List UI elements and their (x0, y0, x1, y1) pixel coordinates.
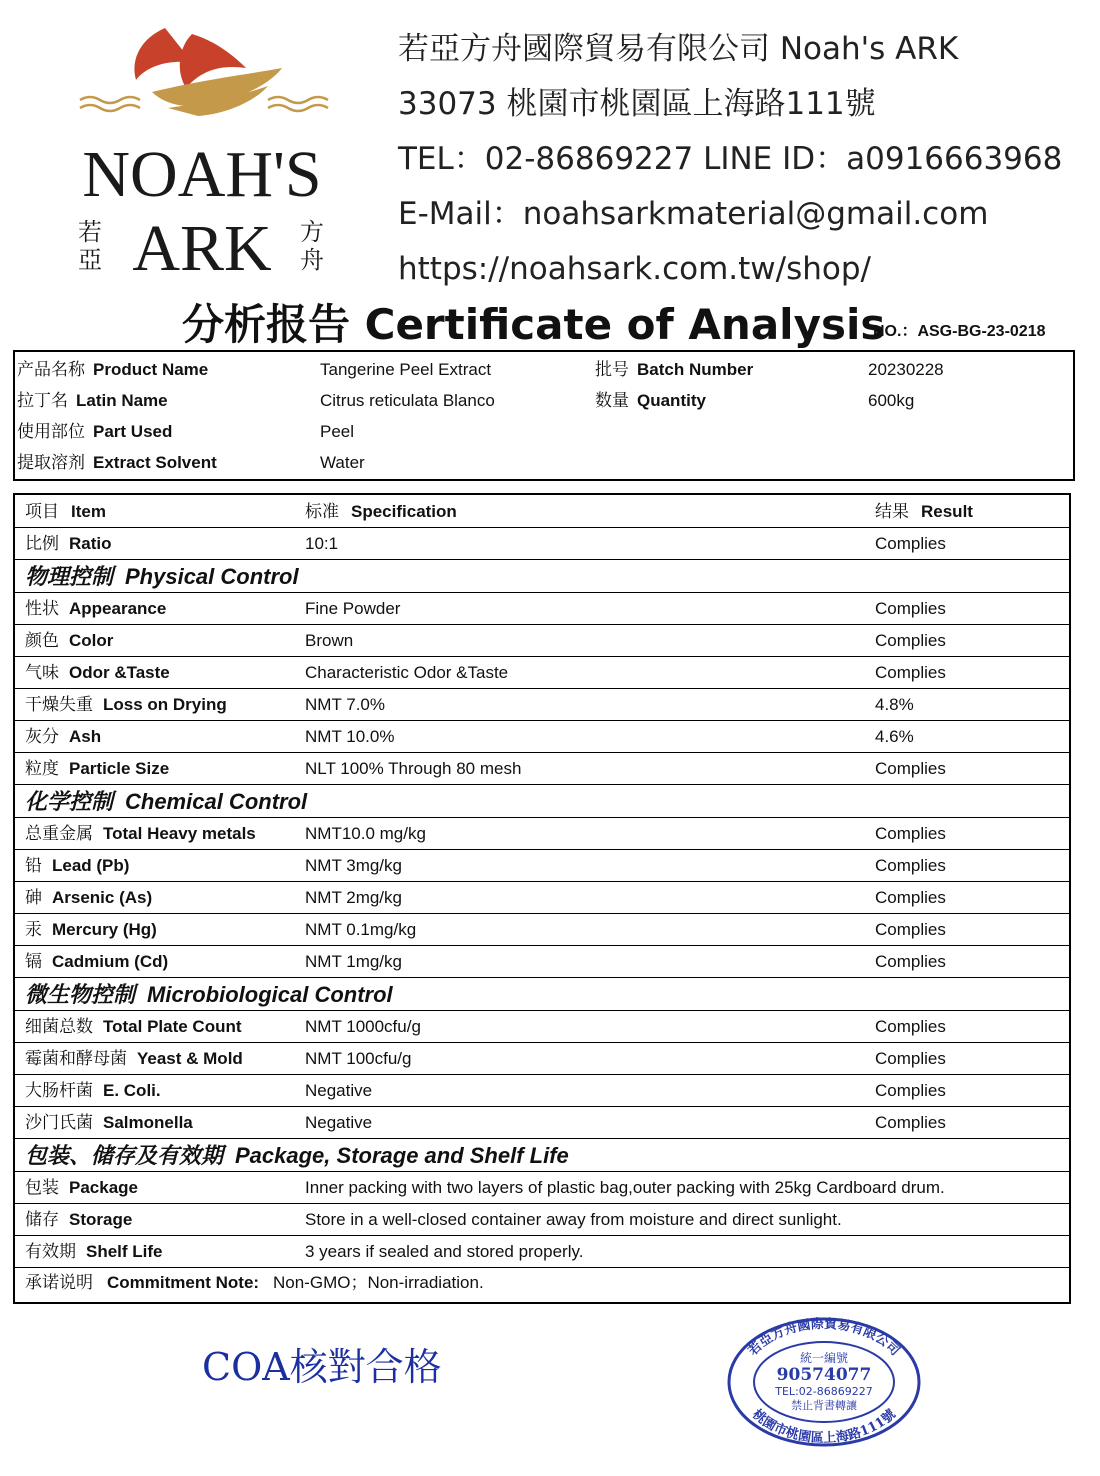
table-row (15, 689, 1069, 721)
commitment-label-en: Commitment Note: (107, 1273, 260, 1292)
info-label-en: Latin Name (76, 391, 168, 410)
item-spec: Brown (305, 631, 354, 650)
info-label-cn: 提取溶剂 (17, 453, 85, 472)
commitment-row (15, 1268, 1069, 1298)
item-spec: Inner packing with two layers of plastic bag,outer packing with 25kg Cardboard drum. (305, 1178, 945, 1197)
seal-line1: 統一編號 (799, 1351, 849, 1365)
ship-icon (80, 28, 328, 116)
item-name-cn: 镉 (25, 952, 42, 971)
item-name-cn: 灰分 (25, 727, 59, 746)
header-spec-en: Specification (351, 502, 457, 521)
company-url[interactable]: https://noahsark.com.tw/shop/ (398, 251, 871, 287)
company-email: E-Mail：noahsarkmaterial@gmail.com (398, 196, 989, 232)
section-title-en: Package, Storage and Shelf Life (235, 1143, 569, 1168)
item-name-en: Particle Size (69, 759, 170, 778)
logo-brand-line2: ARK (132, 212, 272, 284)
item-spec: NMT 10.0% (305, 727, 395, 746)
item-result: Complies (875, 759, 946, 778)
item-result: Complies (875, 1113, 946, 1132)
company-logo (50, 22, 355, 284)
section-title-cn: 包装、储存及有效期 (25, 1143, 224, 1168)
header-item-cn: 项目 (25, 502, 59, 521)
item-spec: NMT 1000cfu/g (305, 1017, 421, 1036)
item-name-cn: 性状 (25, 599, 59, 618)
section-title-en: Physical Control (125, 564, 299, 589)
table-row (15, 1107, 1069, 1139)
seal-line2: 90574077 (776, 1365, 872, 1385)
table-row (15, 753, 1069, 785)
table-row (15, 528, 1069, 560)
product-info-box (13, 350, 1075, 481)
item-result: Complies (875, 1081, 946, 1100)
item-result: Complies (875, 856, 946, 875)
item-name-en: Salmonella (103, 1113, 193, 1132)
header-result-en: Result (921, 502, 973, 521)
info-value: Citrus reticulata Blanco (320, 391, 495, 410)
table-row (15, 946, 1069, 978)
table-row (15, 914, 1069, 946)
section-title-cn: 物理控制 (25, 564, 114, 589)
info-row (15, 385, 1073, 416)
info-label2-en: Quantity (637, 391, 706, 410)
item-spec: NMT 0.1mg/kg (305, 920, 417, 939)
item-spec: NLT 100% Through 80 mesh (305, 759, 522, 778)
info-value: Water (320, 453, 365, 472)
item-name-cn: 颜色 (25, 631, 59, 650)
seal-line3: TEL:02-86869227 (775, 1385, 873, 1398)
table-row (15, 1011, 1069, 1043)
item-name-en: Mercury (Hg) (52, 920, 157, 939)
table-row (15, 1043, 1069, 1075)
section-title-en: Microbiological Control (147, 982, 393, 1007)
info-label2-cn: 批号 (595, 360, 629, 379)
info-label-en: Product Name (93, 360, 209, 379)
item-name-en: Yeast & Mold (137, 1049, 243, 1068)
item-result: Complies (875, 952, 946, 971)
logo-side-left-2: 亞 (78, 246, 102, 274)
item-spec: NMT 3mg/kg (305, 856, 402, 875)
item-name-en: Storage (69, 1210, 133, 1229)
table-row (15, 1236, 1069, 1268)
info-row (15, 447, 1073, 478)
company-info (398, 22, 1088, 297)
item-name-en: Ratio (69, 534, 112, 553)
analysis-table (13, 493, 1071, 1304)
item-result: Complies (875, 888, 946, 907)
item-name-en: Appearance (69, 599, 167, 618)
item-spec: 10:1 (305, 534, 339, 553)
item-name-cn: 霉菌和酵母菌 (25, 1049, 127, 1068)
certificate-number: NO.：ASG-BG-23-0218 (873, 323, 1046, 340)
section-header (15, 978, 1069, 1011)
item-name-en: Lead (Pb) (52, 856, 130, 875)
item-spec: NMT 100cfu/g (305, 1049, 412, 1068)
item-spec: NMT 1mg/kg (305, 952, 402, 971)
item-spec: NMT10.0 mg/kg (305, 824, 426, 843)
item-result: Complies (875, 663, 946, 682)
item-result: 4.6% (875, 727, 914, 746)
item-name-cn: 有效期 (25, 1242, 76, 1261)
seal-line4: 禁止背書轉讓 (791, 1399, 857, 1412)
item-result: Complies (875, 631, 946, 650)
header-result-cn: 结果 (875, 502, 909, 521)
info-label-en: Part Used (93, 422, 173, 441)
item-spec: NMT 2mg/kg (305, 888, 402, 907)
section-header (15, 785, 1069, 818)
item-result: Complies (875, 599, 946, 618)
table-row (15, 593, 1069, 625)
section-header (15, 1139, 1069, 1172)
table-row (15, 1204, 1069, 1236)
seal-ring-text: 若亞方舟國際貿易有限公司 (745, 1316, 903, 1359)
company-address: 33073 桃園市桃園區上海路111號 (398, 86, 876, 122)
item-spec: Fine Powder (305, 599, 401, 618)
section-header (15, 560, 1069, 593)
logo-side-right-1: 方 (300, 218, 324, 246)
item-name-en: Arsenic (As) (52, 888, 153, 907)
company-name: 若亞方舟國際貿易有限公司 Noah's ARK (398, 31, 959, 67)
item-name-en: E. Coli. (103, 1081, 161, 1100)
info-label-cn: 使用部位 (17, 422, 85, 441)
logo-side-left-1: 若 (78, 218, 102, 246)
info-label2-en: Batch Number (637, 360, 754, 379)
item-result: Complies (875, 920, 946, 939)
item-name-en: Total Plate Count (103, 1017, 242, 1036)
page-title: 分析报告 Certificate of Analysis (182, 300, 886, 349)
item-name-en: Cadmium (Cd) (52, 952, 169, 971)
item-name-cn: 包装 (25, 1178, 59, 1197)
svg-text:桃園市桃園區上海路111號 (749, 1406, 898, 1446)
table-row (15, 625, 1069, 657)
item-name-cn: 汞 (25, 920, 42, 939)
item-name-cn: 储存 (25, 1210, 59, 1229)
logo-brand-line1: NOAH'S (82, 138, 322, 211)
item-name-cn: 沙门氏菌 (25, 1113, 93, 1132)
table-row (15, 882, 1069, 914)
commitment-label-cn: 承诺说明 (25, 1273, 93, 1292)
item-name-cn: 总重金属 (25, 824, 93, 843)
item-name-en: Shelf Life (86, 1242, 163, 1261)
table-row (15, 850, 1069, 882)
item-spec: Negative (305, 1081, 373, 1100)
item-name-en: Color (69, 631, 114, 650)
company-seal (726, 1316, 922, 1448)
item-name-en: Odor &Taste (69, 663, 170, 682)
section-title-cn: 微生物控制 (25, 982, 136, 1007)
info-value: Tangerine Peel Extract (320, 360, 492, 379)
item-result: Complies (875, 1049, 946, 1068)
item-spec: Negative (305, 1113, 373, 1132)
item-name-cn: 干燥失重 (25, 695, 93, 714)
table-header (15, 495, 1069, 528)
info-value: Peel (320, 422, 355, 441)
table-row (15, 1172, 1069, 1204)
section-title-cn: 化学控制 (25, 789, 114, 814)
item-name-cn: 砷 (25, 888, 42, 907)
table-row (15, 657, 1069, 689)
item-name-cn: 细菌总数 (25, 1017, 93, 1036)
item-name-en: Total Heavy metals (103, 824, 256, 843)
item-result: 4.8% (875, 695, 914, 714)
info-value2: 20230228 (868, 360, 944, 379)
item-result: Complies (875, 1017, 946, 1036)
approval-note: COA核對合格 (202, 1345, 442, 1389)
info-label-en: Extract Solvent (93, 453, 217, 472)
item-name-en: Loss on Drying (103, 695, 227, 714)
item-spec: NMT 7.0% (305, 695, 385, 714)
item-name-cn: 气味 (25, 663, 59, 682)
item-spec: Store in a well-closed container away from moisture and direct sunlight. (305, 1210, 842, 1229)
company-tel: TEL：02-86869227 LINE ID：a0916663968 (398, 141, 1063, 177)
item-spec: Characteristic Odor &Taste (305, 663, 509, 682)
item-name-cn: 粒度 (25, 759, 59, 778)
logo-side-right-2: 舟 (300, 246, 324, 274)
header-spec-cn: 标准 (305, 502, 339, 521)
info-row (15, 354, 1073, 385)
table-row (15, 818, 1069, 850)
item-name-cn: 铅 (25, 856, 42, 875)
item-name-cn: 大肠杆菌 (25, 1081, 93, 1100)
commitment-value: Non-GMO；Non-irradiation. (273, 1273, 484, 1292)
section-title-en: Chemical Control (125, 789, 308, 814)
info-label2-cn: 数量 (595, 391, 629, 410)
item-name-cn: 比例 (25, 534, 59, 553)
table-row (15, 721, 1069, 753)
header-item-en: Item (71, 502, 106, 521)
item-result: Complies (875, 534, 946, 553)
table-row (15, 1075, 1069, 1107)
info-label-cn: 拉丁名 (17, 391, 68, 410)
info-value2: 600kg (868, 391, 915, 410)
item-name-en: Package (69, 1178, 138, 1197)
info-row (15, 416, 1073, 447)
item-result: Complies (875, 824, 946, 843)
info-label-cn: 产品名称 (17, 360, 85, 379)
seal-bottom-text: 桃園市桃園區上海路111號 (749, 1407, 899, 1447)
item-name-en: Ash (69, 727, 102, 746)
item-spec: 3 years if sealed and stored properly. (305, 1242, 584, 1261)
